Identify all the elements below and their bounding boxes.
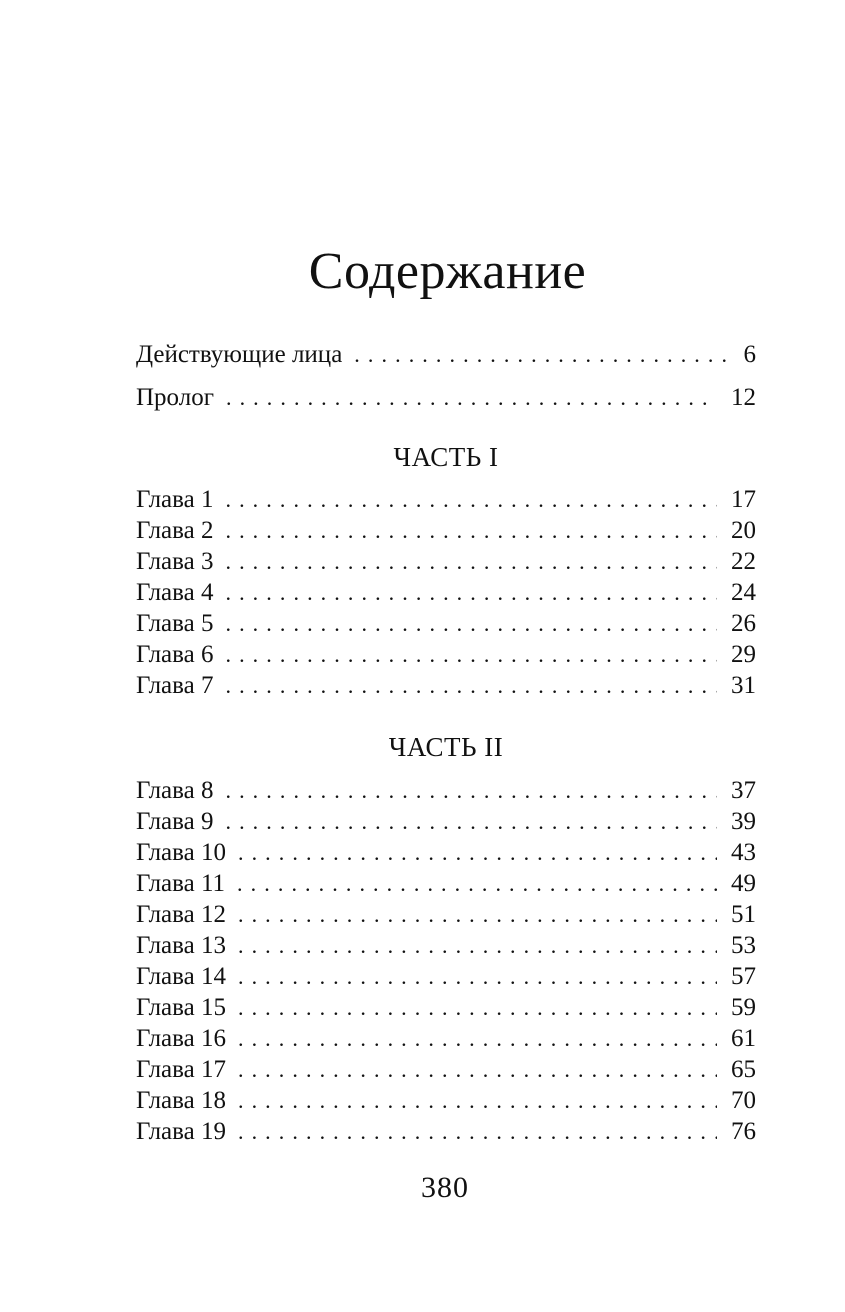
toc-entry-label: Пролог (136, 384, 214, 411)
page-title: Содержание (308, 243, 587, 300)
dot-leader (238, 993, 717, 1023)
toc-entry-chapter[interactable] (136, 962, 756, 992)
toc-entry-label: Глава 5 (136, 610, 214, 637)
toc-entry-chapter[interactable] (136, 776, 756, 806)
toc-entry-label: Действующие лица (136, 341, 343, 368)
toc-entry-label: Глава 11 (136, 870, 226, 897)
toc-entry-label: Глава 19 (136, 1118, 226, 1145)
toc-entry-label: Глава 15 (136, 994, 226, 1021)
dot-leader (238, 1055, 717, 1085)
toc-entry-label: Глава 1 (136, 486, 214, 513)
dot-leader (238, 900, 717, 930)
toc-entry-page: 43 (731, 839, 756, 866)
toc-entry-page: 20 (731, 517, 756, 544)
toc-entry-page: 17 (731, 486, 756, 513)
toc-entry-characters[interactable] (136, 340, 756, 370)
toc-entry-label: Глава 3 (136, 548, 214, 575)
dot-leader (225, 547, 717, 577)
toc-entry-page: 53 (731, 932, 756, 959)
toc-entry-chapter[interactable] (136, 900, 756, 930)
toc-entry-page: 65 (731, 1056, 756, 1083)
toc-entry-chapter[interactable] (136, 640, 756, 670)
toc-entry-chapter[interactable] (136, 485, 756, 515)
page-number: 380 (421, 1171, 469, 1204)
dot-leader (225, 671, 717, 701)
toc-entry-chapter[interactable] (136, 1086, 756, 1116)
toc-entry-label: Глава 16 (136, 1025, 226, 1052)
toc-entry-page: 57 (731, 963, 756, 990)
toc-entry-chapter[interactable] (136, 931, 756, 961)
toc-entry-label: Глава 4 (136, 579, 214, 606)
toc-entry-page: 51 (731, 901, 756, 928)
toc-entry-chapter[interactable] (136, 1055, 756, 1085)
toc-entry-label: Глава 17 (136, 1056, 226, 1083)
toc-entry-page: 6 (743, 341, 756, 368)
toc-entry-label: Глава 12 (136, 901, 226, 928)
toc-entry-page: 31 (731, 672, 756, 699)
toc-entry-page: 29 (731, 641, 756, 668)
toc-entry-chapter[interactable] (136, 516, 756, 546)
toc-entry-page: 61 (731, 1025, 756, 1052)
toc-entry-chapter[interactable] (136, 1024, 756, 1054)
part-heading: ЧАСТЬ I (393, 442, 499, 472)
toc-entry-chapter[interactable] (136, 1117, 756, 1147)
toc-entry-chapter[interactable] (136, 869, 756, 899)
toc-entry-chapter[interactable] (136, 609, 756, 639)
dot-leader (225, 776, 717, 806)
dot-leader (225, 609, 717, 639)
toc-entry-page: 76 (731, 1118, 756, 1145)
toc-entry-label: Глава 13 (136, 932, 226, 959)
dot-leader (238, 1117, 717, 1147)
dot-leader (238, 962, 717, 992)
toc-entry-chapter[interactable] (136, 671, 756, 701)
dot-leader (238, 931, 717, 961)
toc-entry-page: 12 (731, 384, 756, 411)
toc-entry-chapter[interactable] (136, 993, 756, 1023)
dot-leader (238, 838, 717, 868)
toc-entry-chapter[interactable] (136, 547, 756, 577)
dot-leader (226, 383, 717, 413)
dot-leader (225, 640, 717, 670)
toc-entry-label: Глава 18 (136, 1087, 226, 1114)
part-heading: ЧАСТЬ II (388, 732, 504, 762)
toc-entry-label: Глава 9 (136, 808, 214, 835)
dot-leader (237, 869, 717, 899)
dot-leader (225, 516, 717, 546)
toc-entry-page: 22 (731, 548, 756, 575)
toc-entry-chapter[interactable] (136, 838, 756, 868)
toc-entry-prologue[interactable] (136, 383, 756, 413)
toc-entry-chapter[interactable] (136, 578, 756, 608)
toc-entry-label: Глава 10 (136, 839, 226, 866)
toc-entry-label: Глава 8 (136, 777, 214, 804)
toc-entry-label: Глава 2 (136, 517, 214, 544)
dot-leader (238, 1086, 717, 1116)
dot-leader (225, 807, 717, 837)
toc-entry-page: 49 (731, 870, 756, 897)
toc-entry-label: Глава 14 (136, 963, 226, 990)
toc-entry-page: 37 (731, 777, 756, 804)
toc-entry-page: 39 (731, 808, 756, 835)
toc-entry-page: 59 (731, 994, 756, 1021)
toc-entry-page: 26 (731, 610, 756, 637)
dot-leader (225, 485, 717, 515)
toc-entry-label: Глава 7 (136, 672, 214, 699)
toc-entry-page: 24 (731, 579, 756, 606)
toc-entry-chapter[interactable] (136, 807, 756, 837)
dot-leader (354, 340, 729, 370)
dot-leader (238, 1024, 717, 1054)
toc-entry-page: 70 (731, 1087, 756, 1114)
toc-entry-label: Глава 6 (136, 641, 214, 668)
dot-leader (225, 578, 717, 608)
